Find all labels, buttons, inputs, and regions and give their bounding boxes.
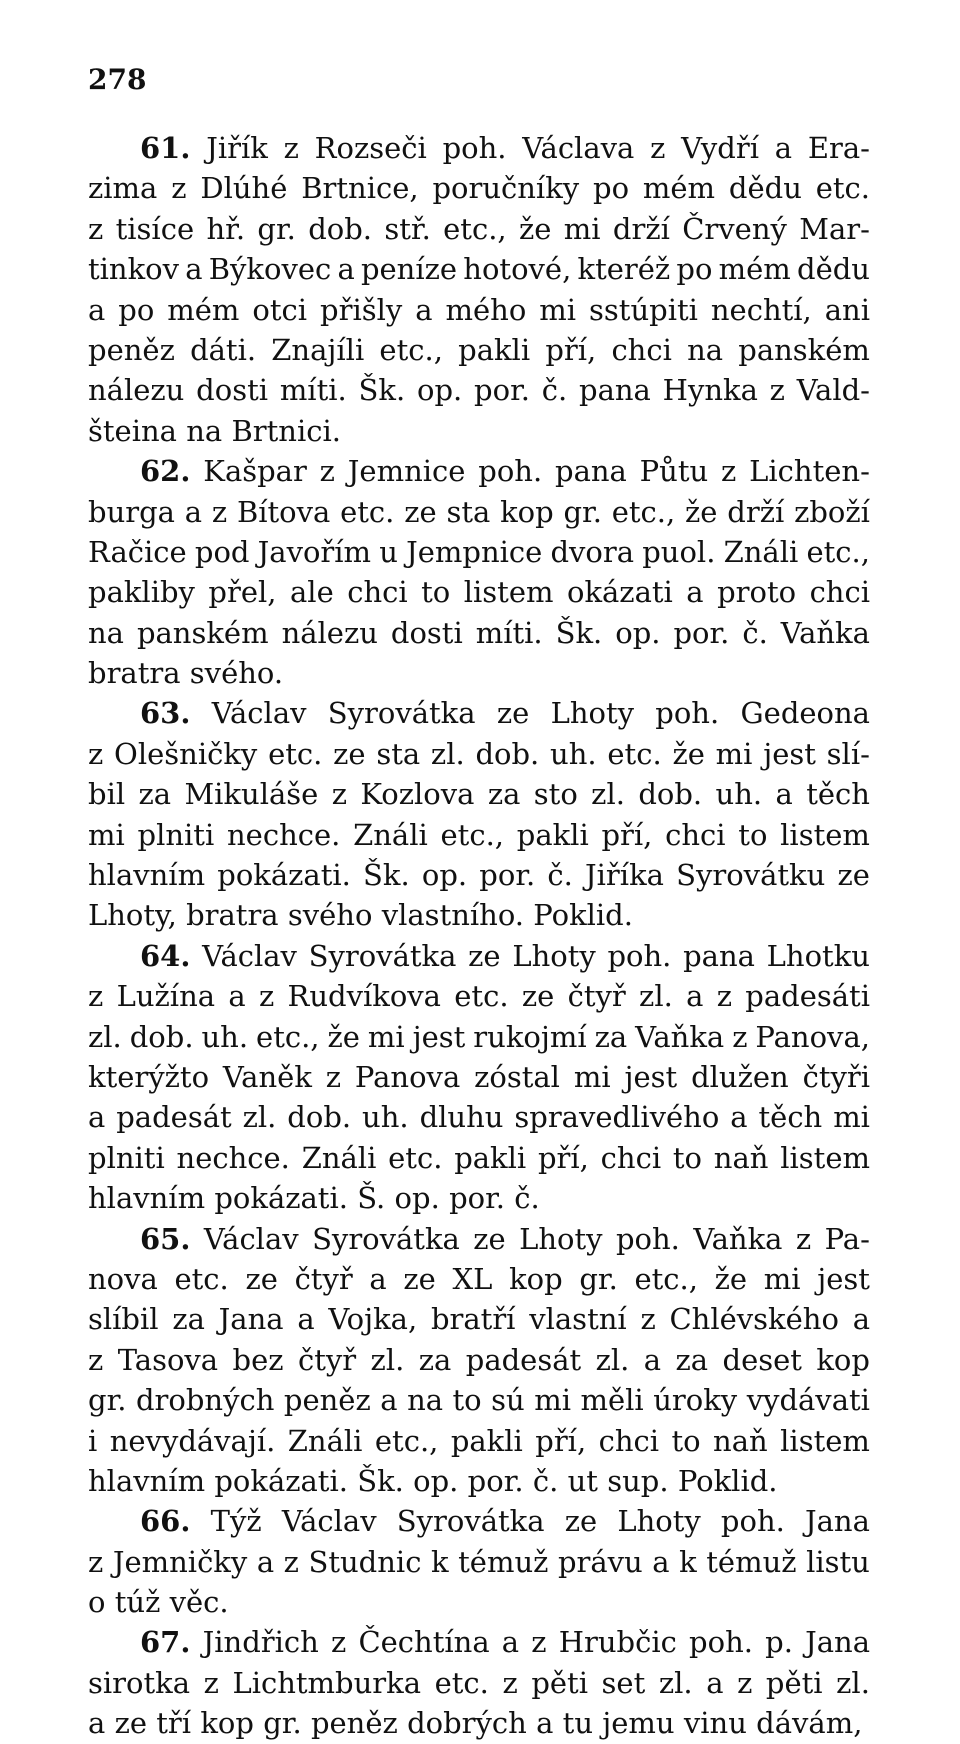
text-line: mi plniti nechce. Ználi etc., pakli pří, chci to listem <box>88 817 870 852</box>
text-line: 61. Jiřík z Rozseči poh. Václava z Vydří a Era- <box>88 128 870 168</box>
text-line: na panském nálezu dosti míti. Šk. op. por. č. Vaňka <box>88 615 870 650</box>
text-line: peněz dáti. Znajíli etc., pakli pří, chci na panském <box>88 332 870 367</box>
page-number: 278 <box>88 63 147 96</box>
text-line: nálezu dosti míti. Šk. op. por. č. pana Hynka z Vald- <box>88 373 870 408</box>
text-line: bratra svého. <box>88 656 284 691</box>
text-line: Lhoty, bratra svého vlastního. Poklid. <box>88 898 633 933</box>
text-line: i nevydávají. Ználi etc., pakli pří, chci to naň listem <box>88 1423 870 1458</box>
entry-number: 65. <box>140 1221 191 1256</box>
text-line: 62. Kašpar z Jemnice poh. pana Půtu z Lichten- <box>88 451 870 491</box>
text-line: sirotka z Lichtmburka etc. z pěti set zl. a z pěti zl. <box>88 1665 870 1700</box>
text-line: 65. Václav Syrovátka ze Lhoty poh. Vaňka z Pa- <box>88 1219 870 1259</box>
text-line: a po mém otci přišly a mého mi sstúpiti nechtí, ani <box>88 292 870 327</box>
text-line: z Jemničky a z Studnic k témuž právu a k témuž listu <box>88 1544 870 1579</box>
entry-63 <box>88 693 870 935</box>
text-line: zima z Dlúhé Brtnice, poručníky po mém dědu etc. <box>88 171 870 206</box>
entry-62 <box>88 451 870 693</box>
text-line: o túž věc. <box>88 1585 229 1620</box>
text-line: slíbil za Jana a Vojka, bratří vlastní z Chlévského a <box>88 1302 870 1337</box>
text-line: a padesát zl. dob. uh. dluhu spravedlivého a těch mi <box>88 1100 870 1135</box>
text-line: z Lužína a z Rudvíkova etc. ze čtyř zl. a z padesáti <box>88 979 870 1014</box>
text-line: gr. drobných peněz a na to sú mi měli úroky vydávati <box>88 1383 870 1418</box>
text-line: 63. Václav Syrovátka ze Lhoty poh. Gedeona <box>88 693 870 733</box>
text-line: 66. Týž Václav Syrovátka ze Lhoty poh. Jana <box>88 1501 870 1541</box>
text-line: hlavním pokázati. Šk. op. por. č. Jiříka Syrovátku ze <box>88 858 870 893</box>
text-line: 64. Václav Syrovátka ze Lhoty poh. pana Lhotku <box>88 936 870 976</box>
text-line: Račice pod Javořím u Jempnice dvora puol. Ználi etc., <box>88 534 870 569</box>
entry-number: 62. <box>140 454 191 489</box>
entry-66 <box>88 1501 870 1622</box>
text-line: nova etc. ze čtyř a ze XL kop gr. etc., že mi jest <box>88 1261 870 1296</box>
text-line: 67. Jindřich z Čechtína a z Hrubčic poh. p. Jana <box>88 1622 870 1662</box>
text-line: bil za Mikuláše z Kozlova za sto zl. dob. uh. a těch <box>88 777 870 812</box>
text-body <box>88 128 870 1744</box>
text-line: z Tasova bez čtyř zl. za padesát zl. a za deset kop <box>88 1342 870 1377</box>
entry-61 <box>88 128 870 451</box>
text-line: plniti nechce. Ználi etc. pakli pří, chci to naň listem <box>88 1140 870 1175</box>
entry-64 <box>88 936 870 1219</box>
text-line: a ze tří kop gr. peněz dobrých a tu jemu vinu dávám, <box>88 1706 863 1741</box>
text-line: šteina na Brtnici. <box>88 413 341 448</box>
text-line: tinkov a Býkovec a peníze hotové, kteréž po mém dědu <box>88 252 870 287</box>
text-line: hlavním pokázati. Š. op. por. č. <box>88 1181 540 1216</box>
text-line: z tisíce hř. gr. dob. stř. etc., že mi drží Črvený Mar- <box>88 211 870 246</box>
text-line: pakliby přel, ale chci to listem okázati a proto chci <box>88 575 870 610</box>
entry-number: 63. <box>140 696 191 731</box>
text-line: zl. dob. uh. etc., že mi jest rukojmí za Vaňka z Panova, <box>88 1019 870 1054</box>
entry-number: 61. <box>140 131 191 165</box>
entry-65 <box>88 1219 870 1502</box>
text-line: burga a z Bítova etc. ze sta kop gr. etc., že drží zboží <box>88 494 870 529</box>
entry-number: 64. <box>140 938 191 973</box>
entry-number: 67. <box>140 1625 191 1660</box>
text-line: z Olešničky etc. ze sta zl. dob. uh. etc. že mi jest slí- <box>88 736 870 771</box>
entry-number: 66. <box>140 1504 191 1539</box>
text-line: kterýžto Vaněk z Panova zóstal mi jest dlužen čtyři <box>88 1059 870 1094</box>
text-line: hlavním pokázati. Šk. op. por. č. ut sup. Poklid. <box>88 1463 778 1498</box>
entry-67 <box>88 1622 870 1743</box>
